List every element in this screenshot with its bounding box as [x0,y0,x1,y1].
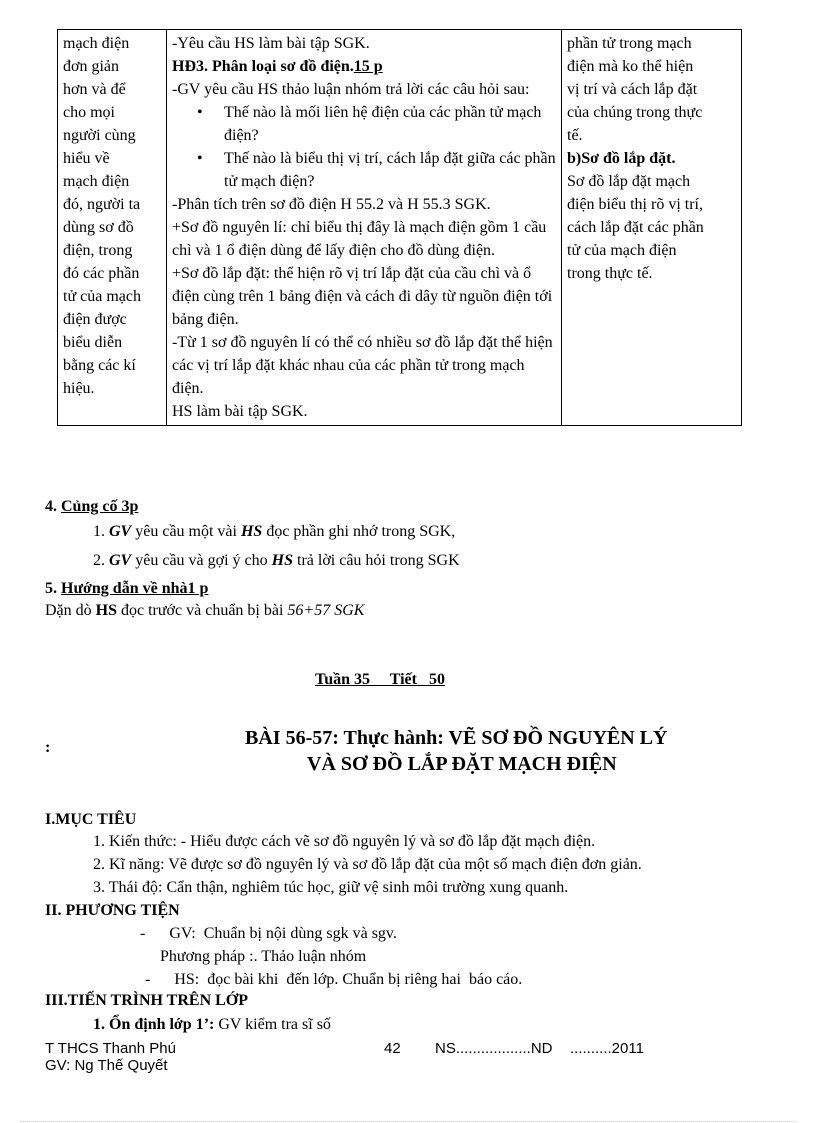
homework-heading [45,579,208,598]
hd3-title: HĐ3. Phân loại sơ đồ điện. [172,58,354,75]
table-cell-concept [58,30,167,426]
concept-line: hiểu về [63,150,110,167]
step-text: GV kiểm tra sĩ số [214,1016,331,1033]
table-cell-activities [167,30,562,426]
concept-line: điện được [63,311,127,328]
means-gv: - GV: Chuẩn bị nội dùng sgk và sgv. [140,925,397,942]
lesson-table [57,29,742,426]
question-item: • Thế nào là mối liên hệ điện của các phần tử mạch điện? [224,101,557,147]
activity-many: -Từ 1 sơ đồ nguyên lí có thể có nhiều sơ đồ lắp đặt thể hiện các vị trí lắp đặt khác nhau của các phần tử trong mạch điện. [172,334,553,397]
homework-title: Hướng dẫn về nhà1 p [61,580,209,597]
step-label: 1. Ổn định lớp 1’: [93,1016,215,1033]
item-text: đọc phần ghi nhớ trong SGK, [262,523,456,540]
content-line: Sơ đồ lắp đặt mạch [567,173,691,190]
lesson-title-line-1: BÀI 56-57: Thực hành: VẼ SƠ ĐỒ NGUYÊN LÝ [245,727,668,749]
concept-line: người cùng [63,127,136,144]
consolidate-label: 4. [45,498,61,515]
concept-line: dùng sơ đồ [63,219,134,236]
homework-line [45,601,364,620]
content-line: trong thực tế. [567,265,653,282]
content-line: vị trí và cách lắp đặt [567,81,698,98]
content-line: cách lắp đặt các phần [567,219,704,236]
concept-line: cho mọi [63,104,115,121]
gv-label: GV [109,523,132,540]
homework-text: đọc trước và chuẩn bị bài [117,602,288,619]
hs-label: HS [240,523,263,540]
activity-homework: HS làm bài tập SGK. [172,403,308,420]
concept-line: hơn và để [63,81,126,98]
concept-line: biểu diễn [63,334,123,351]
item-text: trả lời câu hỏi trong SGK [293,552,460,569]
consolidate-heading [45,497,138,516]
consolidate-item-1 [93,522,455,541]
install-diagram-heading: b)Sơ đồ lắp đặt. [567,150,676,167]
item-text: yêu cầu một vài [131,523,241,540]
content-line: tử của mạch điện [567,242,677,259]
item-text: yêu cầu và gợi ý cho [131,552,272,569]
item-number: 2. [93,552,105,569]
objective-item: 2. Kĩ năng: Vẽ được sơ đồ nguyên lý và sơ đồ lắp đặt của một số mạch điện đơn giản. [93,856,642,873]
homework-label: 5. [45,580,61,597]
consolidate-item-2 [93,551,460,570]
week-period: Tuần 35 Tiết 50 [315,671,445,688]
activity-intro: -GV yêu cầu HS thảo luận nhóm trả lời các câu hỏi sau: [172,81,530,98]
process-step [93,1015,331,1034]
content-line: phần tử trong mạch [567,35,692,52]
objective-item: 3. Thái độ: Cẩn thận, nghiêm túc học, giữ vệ sinh môi trường xung quanh. [93,879,569,896]
question-item: • Thế nào là biểu thị vị trí, cách lắp đặt giữa các phần tử mạch điện? [224,147,557,193]
hs-label: HS [95,602,117,619]
means-title: II. PHƯƠNG TIỆN [45,902,180,919]
homework-lesson: 56+57 SGK [287,602,365,619]
gv-label: GV [109,552,132,569]
table-row [58,30,742,426]
concept-line: tử của mạch [63,288,141,305]
concept-line: mạch điện [63,35,130,52]
footer-teacher: GV: Ng Thế Quyết [45,1057,168,1074]
activity-principle: +Sơ đồ nguyên lí: chỉ biểu thị đây là mạch điện gồm 1 cầu chì và 1 ổ điện dùng để lấy điện cho đồ dùng điện. [172,219,547,259]
question-list [172,101,557,193]
objective-item: 1. Kiến thức: - Hiểu được cách vẽ sơ đồ nguyên lý và sơ đồ lắp đặt mạch điện. [93,833,596,850]
concept-line: đơn giản [63,58,120,75]
activity-heading [172,55,557,78]
concept-line: đó các phần [63,265,140,282]
process-title: III.TIẾN TRÌNH TRÊN LỚP [45,992,249,1009]
table-cell-content [562,30,742,426]
footer-ns: NS..................ND [435,1040,553,1057]
activity-analysis: -Phân tích trên sơ đồ điện H 55.2 và H 55.3 SGK. [172,196,491,213]
concept-line: mạch điện [63,173,130,190]
footer-page-number: 42 [384,1040,401,1057]
homework-text: Dặn dò [45,602,96,619]
colon-mark: : [45,739,51,756]
activity-install: +Sơ đồ lắp đặt: thể hiện rõ vị trí lắp đặt của cầu chì và ổ điện cùng trên 1 bảng điện và cách đi dây từ nguồn điện tới bảng điện. [172,265,553,328]
means-hs: - HS: đọc bài khi đến lớp. Chuẩn bị riêng hai báo cáo. [145,971,523,988]
objectives-title: I.MỤC TIÊU [45,811,137,828]
means-method: Phương pháp :. Thảo luận nhóm [160,948,367,965]
hd3-time: 15 p [353,58,383,75]
page-bottom-rule [20,1121,796,1122]
activity-line: -Yêu cầu HS làm bài tập SGK. [172,35,370,52]
concept-line: đó, người ta [63,196,141,213]
content-line: điện biểu thị rõ vị trí, [567,196,703,213]
content-line: điện mà ko thể hiện [567,58,694,75]
concept-line: hiệu. [63,380,95,397]
content-line: của chúng trong thực [567,104,703,121]
concept-line: bằng các kí [63,357,136,374]
lesson-title-line-2: VÀ SƠ ĐỒ LẮP ĐẶT MẠCH ĐIỆN [307,753,617,775]
concept-line: điện, trong [63,242,133,259]
consolidate-title: Củng cố 3p [61,498,139,515]
footer-school: T THCS Thanh Phú [45,1040,176,1057]
content-line: tế. [567,127,583,144]
item-number: 1. [93,523,105,540]
footer-year: ..........2011 [570,1040,644,1057]
hs-label: HS [271,552,293,569]
